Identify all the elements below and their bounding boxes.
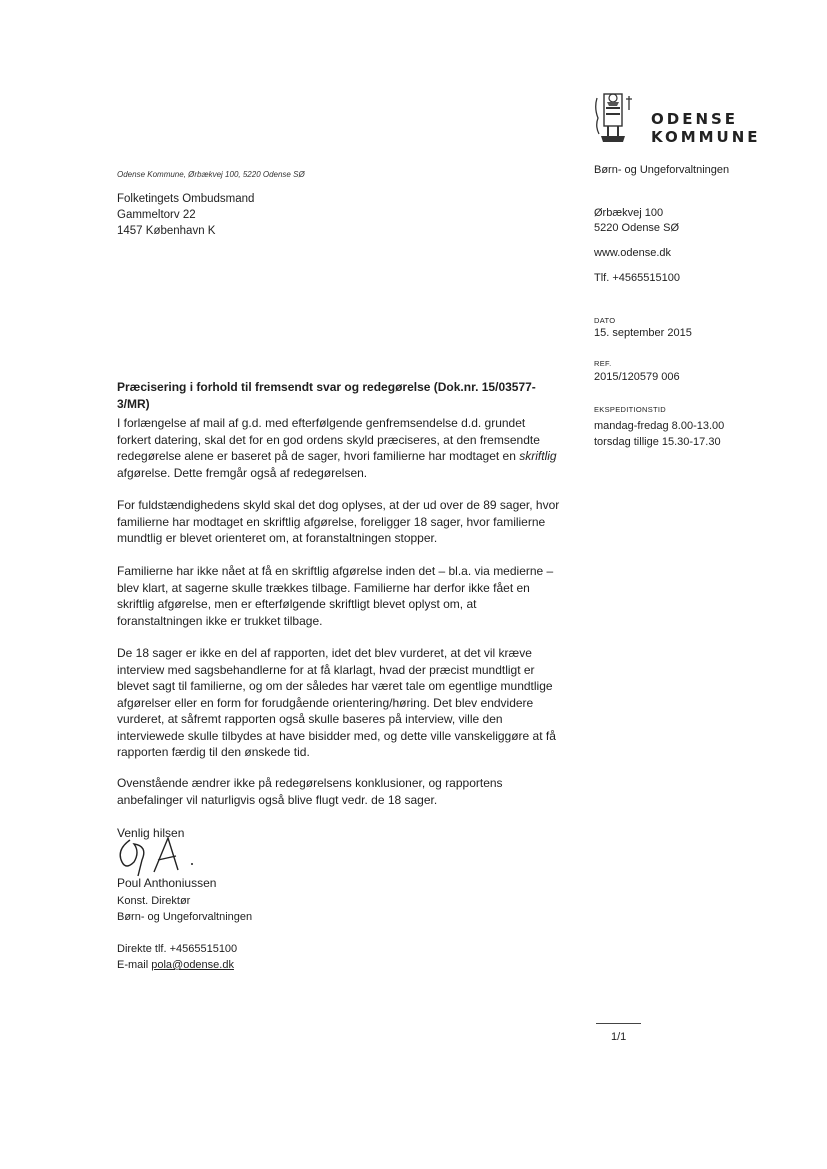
sidebar-website: www.odense.dk — [594, 247, 672, 259]
body-paragraph-5: Ovenstående ændrer ikke på redegørelsens konklusioner, og rapportens anbefalinger vil naturligvis også blive flugt vedr. de 18 sager. — [117, 776, 503, 807]
recipient-city: 1457 København K — [117, 225, 216, 237]
date-label: DATO — [594, 316, 616, 325]
coat-of-arms-logo — [593, 88, 633, 144]
footer-divider — [596, 1023, 641, 1024]
office-hours-weekdays: mandag-fredag 8.00-13.00 — [594, 420, 725, 432]
paragraph-1-emphasis: skriftlig — [519, 449, 557, 463]
subject-line-1: Præcisering i forhold til fremsendt svar og redegørelse (Dok.nr. 15/03577- — [117, 380, 536, 394]
handwritten-signature — [112, 832, 202, 880]
body-paragraph-1 — [117, 415, 562, 481]
organization-logo-text — [651, 110, 761, 146]
reference-label: REF. — [594, 359, 612, 368]
sidebar-phone: Tlf. +4565515100 — [594, 272, 680, 284]
body-paragraph-3: Familierne har ikke nået at få en skriftlig afgørelse inden det – bl.a. via medierne – blev klart, at sagerne skulle trækkes tilbage. Familierne har derfor ikke fået en skriftlig afgørelse, men er efterfølgende skriftligt blevet oplyst om, at foranstaltningen ikke er trukket tilbage. — [117, 564, 554, 628]
signatory-title: Konst. Direktør — [117, 895, 191, 907]
logo-line-1: ODENSE — [651, 110, 739, 128]
email-link[interactable]: pola@odense.dk — [151, 959, 234, 971]
signatory-name: Poul Anthoniussen — [117, 876, 217, 890]
logo-line-2: KOMMUNE — [651, 128, 761, 146]
letter-subject — [117, 379, 562, 413]
page-number: 1/1 — [611, 1031, 627, 1043]
direct-phone: Direkte tlf. +4565515100 — [117, 943, 238, 955]
paragraph-1-text-a: I forlængelse af mail af g.d. med efterfølgende genfremsendelse d.d. grundet forkert datering, skal det for en god ordens skyld præciseres, at den fremsendte redegørelse alene er baseret på de sager, hvori familierne har modtaget en — [117, 416, 540, 463]
email-line — [117, 957, 234, 973]
signatory-department: Børn- og Ungeforvaltningen — [117, 911, 253, 923]
body-paragraph-2: For fuldstændighedens skyld skal det dog oplyses, at der ud over de 89 sager, hvor familierne har modtaget en skriftlig afgørelse, foreligger 18 sager, hvor familierne mundtlig er blevet orienteret om, at foranstaltningen stopper. — [117, 498, 560, 545]
letter-date: 15. september 2015 — [594, 327, 692, 339]
office-hours-thursday: torsdag tillige 15.30-17.30 — [594, 436, 721, 448]
reference-number: 2015/120579 006 — [594, 371, 680, 383]
sender-return-address: Odense Kommune, Ørbækvej 100, 5220 Odense SØ — [117, 170, 305, 179]
paragraph-1-text-b: afgørelse. Dette fremgår også af redegørelsen. — [117, 465, 368, 480]
sidebar-department: Børn- og Ungeforvaltningen — [594, 164, 730, 176]
recipient-street: Gammeltorv 22 — [117, 209, 196, 221]
email-label: E-mail — [117, 959, 152, 971]
closing-greeting: Venlig hilsen — [117, 826, 185, 840]
recipient-address — [117, 191, 254, 239]
sidebar-address-2: 5220 Odense SØ — [594, 222, 680, 234]
sidebar-address-1: Ørbækvej 100 — [594, 207, 664, 219]
recipient-name: Folketingets Ombudsmand — [117, 193, 255, 205]
body-paragraph-4: De 18 sager er ikke en del af rapporten, idet det blev vurderet, at det vil kræve interview med sagsbehandlerne for at få klarlagt, hvad der præcist mundtligt er blevet sagt til familierne, og om der således har været tale om egentlige mundtlige afgørelser eller en form for forudgående orientering/høring. Det blev endvidere vurderet, at såfremt rapporten også skulle baseres på interview, ville den interviewede skulle tilbydes at have bisidder med, og dette ville vanskeliggøre at få rapporten færdig til den ønskede tid. — [117, 646, 556, 759]
subject-line-2: 3/MR) — [117, 397, 150, 411]
office-hours-label: EKSPEDITIONSTID — [594, 405, 667, 414]
